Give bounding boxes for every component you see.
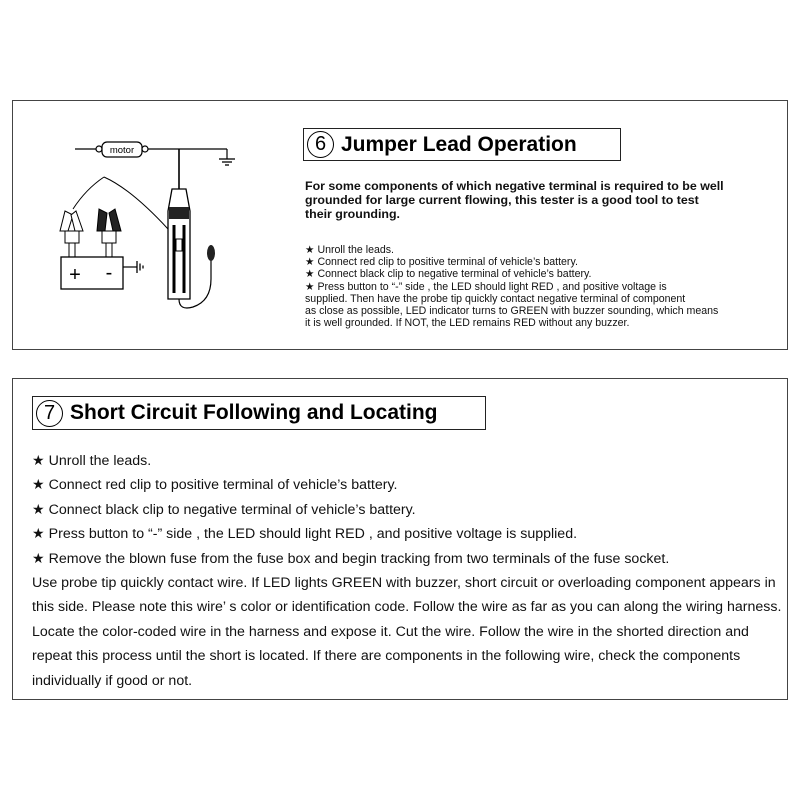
- section-6-step: as close as possible, LED indicator turns to GREEN with buzzer sounding, which means: [305, 305, 719, 318]
- section-6-step: supplied. Then have the probe tip quickly contact negative terminal of component: [305, 292, 686, 305]
- section-6-step: ★ Connect red clip to positive terminal of vehicle’s battery.: [305, 256, 578, 269]
- tester-window: [176, 239, 182, 251]
- section-7-step: ★ Connect black clip to negative terminal of vehicle’s battery.: [32, 501, 416, 518]
- section-7-title: [32, 396, 486, 430]
- section-6-steps: [305, 244, 785, 329]
- probe-led-cap: [207, 245, 215, 261]
- black-clip: [97, 209, 121, 257]
- section-6-step: it is well grounded. If NOT, the LED remains RED without any buzzer.: [305, 317, 630, 330]
- jumper-lead-panel: [12, 100, 788, 350]
- section-7-step: ★ Unroll the leads.: [32, 453, 152, 469]
- section-6-title: [303, 128, 621, 161]
- battery-minus-label: -: [105, 262, 113, 284]
- section-6-number: 6: [307, 131, 334, 158]
- motor-label: motor: [109, 145, 135, 156]
- red-clip-wire: [73, 177, 104, 209]
- section-7-steps: [32, 449, 782, 693]
- section-6-step: ★ Unroll the leads.: [305, 244, 394, 256]
- motor-terminal-right: [142, 146, 148, 152]
- section-7-step: ★ Connect red clip to positive terminal of vehicle’s battery.: [32, 477, 398, 494]
- section-7-step: ★ Press button to “-” side , the LED should light RED , and positive voltage is supplied.: [32, 526, 578, 543]
- section-7-title-text: Short Circuit Following and Locating: [70, 401, 438, 424]
- battery-plus-label: +: [69, 264, 81, 286]
- jumper-lead-diagram: [41, 129, 251, 329]
- short-circuit-panel: [12, 378, 788, 700]
- red-clip: [60, 211, 83, 257]
- tester-collar: [169, 207, 189, 219]
- section-6-intro: For some components of which negative terminal is required to be well grounded for large current flowing, this tester is a good tool to test their grounding.: [305, 179, 724, 221]
- section-6-step: ★ Connect black clip to negative terminal of vehicle’s battery.: [305, 268, 592, 281]
- section-7-description: Use probe tip quickly contact wire. If LED lights GREEN with buzzer, short circuit or overloading component appears in this side. Please note this wire’ s color or identification code. Follow the wire as far as you can along the wiring harness. Locate the color-coded wire in the harness and expose it. Cut the wire. Follow the wire in the shorted direction and repeat this process until the short is located. If there are components in the following wire, check the components individually if good or not.: [32, 575, 782, 689]
- section-6-title-text: Jumper Lead Operation: [341, 132, 577, 156]
- motor-terminal-left: [96, 146, 102, 152]
- section-7-number: 7: [36, 400, 63, 427]
- section-7-step: ★ Remove the blown fuse from the fuse box and begin tracking from two terminals of the fuse socket.: [32, 550, 670, 567]
- section-6-step: ★ Press button to “-” side , the LED should light RED , and positive voltage is: [305, 280, 667, 293]
